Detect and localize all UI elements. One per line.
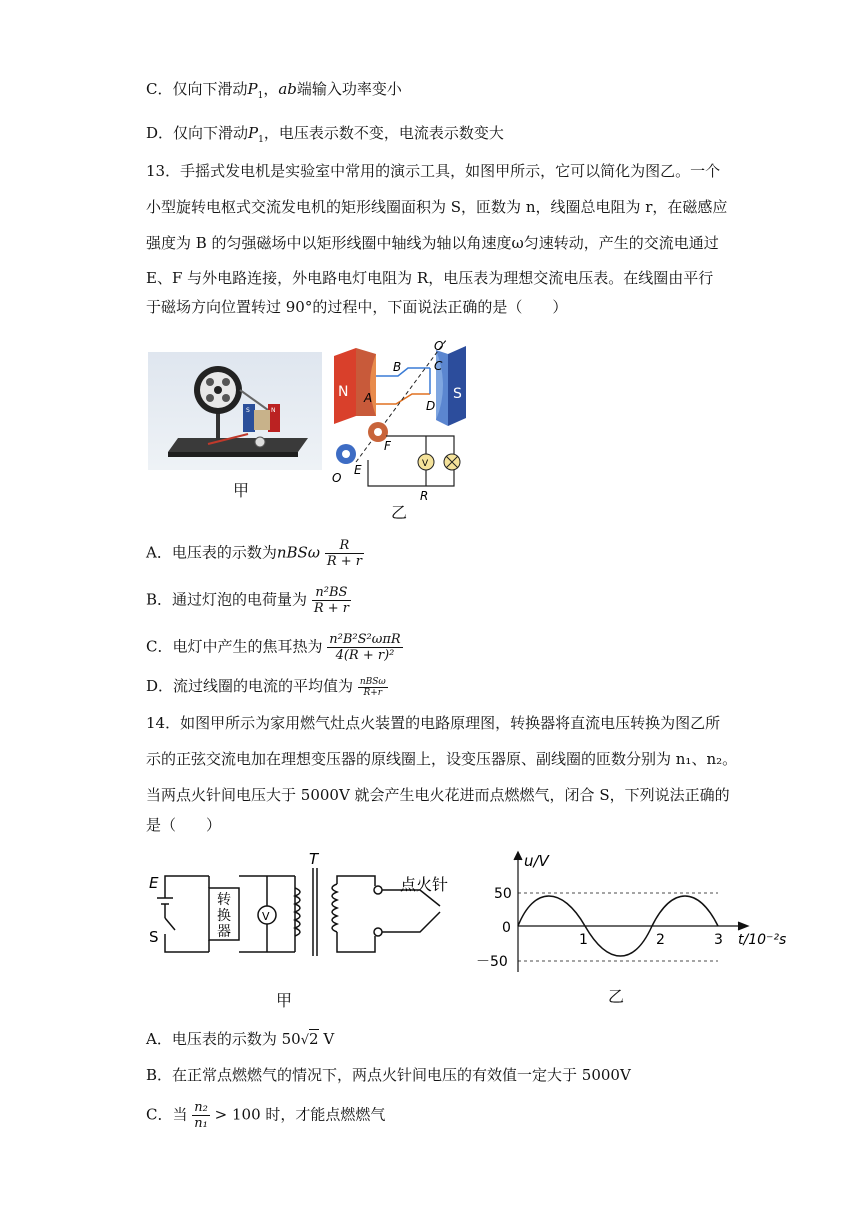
voltage-time-graph	[476, 846, 790, 980]
svg-text:换: 换	[217, 908, 231, 924]
svg-text:B: B	[393, 360, 402, 374]
q14-line-2: 示的正弦交流电加在理想变压器的原线圈上，设变压器原、副线圈的匝数分别为 n₁、n₂。	[146, 750, 738, 768]
q13-line-1: 13．手摇式发电机是实验室中常用的演示工具，如图甲所示，它可以简化为图乙。一个	[146, 162, 721, 180]
svg-text:器: 器	[217, 924, 231, 940]
magnet-n-label: N	[338, 384, 349, 400]
q13-line-5: 于磁场方向位置转过 90°的过程中，下面说法正确的是（ ）	[146, 298, 568, 316]
svg-text:A: A	[364, 391, 373, 405]
generator-illustration	[148, 352, 322, 470]
svg-text:0: 0	[502, 920, 511, 936]
fig13-label-jia: 甲	[233, 481, 250, 500]
fig13-label-yi: 乙	[391, 503, 408, 522]
svg-text:t/10⁻²s: t/10⁻²s	[738, 932, 787, 948]
svg-text:转: 转	[217, 892, 231, 908]
svg-text:V: V	[262, 910, 270, 923]
svg-text:S: S	[246, 407, 250, 414]
q13-line-4: E、F 与外电路连接，外电路电灯电阻为 R，电压表为理想交流电压表。在线圈由平行	[146, 269, 714, 287]
q13-option-a: A．电压表的示数为nBSω $\frac{R}{R + r}$	[146, 538, 362, 569]
ignition-circuit	[145, 848, 465, 968]
svg-text:－50: －50	[476, 954, 508, 970]
svg-text:50: 50	[494, 886, 512, 902]
q13-line-3: 强度为 B 的匀强磁场中以矩形线圈中轴线为轴以角速度ω匀速转动，产生的交流电通过	[146, 234, 719, 252]
svg-text:R: R	[420, 489, 429, 503]
svg-text:F: F	[384, 439, 391, 453]
generator-schematic	[326, 336, 476, 516]
magnet-s-label: S	[453, 386, 462, 402]
svg-text:O′: O′	[434, 339, 447, 353]
svg-text:E: E	[354, 463, 362, 477]
svg-text:T: T	[309, 850, 319, 868]
svg-text:N: N	[271, 407, 276, 414]
q14-option-b: B．在正常点燃燃气的情况下，两点火针间电压的有效值一定大于 5000V	[146, 1066, 631, 1084]
q13-option-c: C．电灯中产生的焦耳热为 $\frac{\text{n²B²S²ωπR}}{\text{4(R + r)²}}$	[146, 632, 401, 663]
svg-text:D: D	[426, 399, 436, 413]
generator-photo	[148, 352, 322, 470]
svg-text:2: 2	[656, 932, 665, 948]
q13-option-b: B．通过灯泡的电荷量为 $\frac{\text{n²BS}}{R + r}$	[146, 585, 349, 616]
q13-line-2: 小型旋转电枢式交流发电机的矩形线圈面积为 S，匝数为 n，线圈总电阻为 r，在磁感应	[146, 198, 728, 216]
q14-line-4: 是（ ）	[146, 816, 222, 834]
svg-text:1: 1	[579, 932, 588, 948]
option-d-prev: D．仅向下滑动$P_1$，电压表示数不变，电流表示数变大	[146, 124, 504, 145]
svg-text:u/V: u/V	[524, 852, 549, 870]
q14-line-3: 当两点火针间电压大于 5000V 就会产生电火花进而点燃燃气，闭合 S，下列说法正确的	[146, 786, 730, 804]
q14-option-c: C．当 $\frac{\text{n₂}}{\text{n₁}}$ > 100 时，才能点燃燃气	[146, 1100, 386, 1131]
fig14-label-yi: 乙	[608, 987, 625, 1006]
option-c-prev: C．仅向下滑动$P_1$，ab端输入功率变小	[146, 80, 402, 101]
q14-line-1: 14．如图甲所示为家用燃气灶点火装置的电路原理图，转换器将直流电压转换为图乙所	[146, 714, 721, 732]
svg-text:S: S	[149, 928, 159, 946]
q13-option-d: D．流过线圈的电流的平均值为 $\frac{\text{nBSω}}{R+r}$	[146, 676, 386, 698]
q14-option-a: A．电压表的示数为 50√2 V	[146, 1030, 335, 1048]
svg-text:E: E	[149, 874, 159, 892]
svg-text:C: C	[434, 359, 443, 373]
svg-text:V: V	[422, 459, 429, 469]
svg-text:O: O	[332, 471, 342, 485]
fig14-label-jia: 甲	[276, 991, 293, 1010]
svg-text:3: 3	[714, 932, 723, 948]
svg-text:点火针: 点火针	[400, 875, 449, 894]
